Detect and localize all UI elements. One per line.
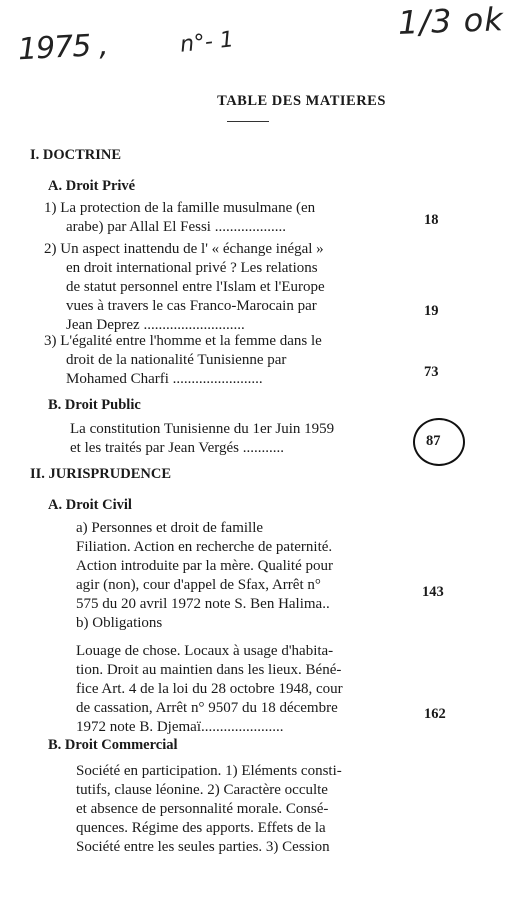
- entry-line: 3) L'égalité entre l'homme et la femme dans le: [44, 333, 322, 349]
- subsection-droit-commercial: B. Droit Commercial: [48, 737, 178, 753]
- handwritten-year: 1975 ,: [17, 27, 109, 68]
- entry-line: Société entre les seules parties. 3) Cession: [76, 839, 330, 855]
- entry-line: agir (non), cour d'appel de Sfax, Arrêt n°: [76, 577, 321, 593]
- section-jurisprudence: II. JURISPRUDENCE: [30, 466, 171, 482]
- page-number: 18: [424, 212, 439, 228]
- handwritten-number: n°- 1: [178, 27, 236, 58]
- page-number: 162: [424, 706, 446, 722]
- entry-line: b) Obligations: [76, 615, 163, 631]
- entry-line: tion. Droit au maintien dans les lieux. Béné-: [76, 662, 342, 678]
- entry-line: de cassation, Arrêt n° 9507 du 18 décembre: [76, 700, 338, 716]
- page-number: 87: [426, 433, 441, 449]
- entry-line: Mohamed Charfi ........................: [66, 371, 263, 387]
- page-number: 19: [424, 303, 439, 319]
- entry-line: Action introduite par la mère. Qualité pour: [76, 558, 333, 574]
- toc-entry-1: [44, 199, 315, 237]
- entry-line: arabe) par Allal El Fessi ...................: [66, 219, 286, 235]
- entry-line: 575 du 20 avril 1972 note S. Ben Halima..: [76, 596, 330, 612]
- entry-line: La constitution Tunisienne du 1er Juin 1959: [70, 421, 335, 437]
- entry-line: de statut personnel entre l'Islam et l'Europe: [66, 279, 325, 295]
- entry-line: tutifs, clause léonine. 2) Caractère occulte: [76, 782, 328, 798]
- entry-line: et les traités par Jean Vergés ...........: [70, 440, 284, 456]
- subsection-droit-public: B. Droit Public: [48, 397, 141, 413]
- entry-line: Louage de chose. Locaux à usage d'habita-: [76, 643, 334, 659]
- entry-line: Jean Deprez ...........................: [66, 317, 245, 333]
- handwritten-status: 1/3 ok: [397, 0, 505, 42]
- entry-line: Filiation. Action en recherche de paternité.: [76, 539, 333, 555]
- entry-line: Société en participation. 1) Eléments consti-: [76, 763, 342, 779]
- entry-line: 1) La protection de la famille musulmane (en: [44, 200, 316, 216]
- toc-entry-5: [76, 519, 333, 614]
- entry-line: droit de la nationalité Tunisienne par: [66, 352, 287, 368]
- entry-line: et absence de personnalité morale. Consé-: [76, 801, 329, 817]
- title-underline: [227, 121, 269, 122]
- entry-line: a) Personnes et droit de famille: [76, 520, 264, 536]
- toc-entry-8: [76, 762, 342, 857]
- entry-line: vues à travers le cas Franco-Marocain par: [66, 298, 317, 314]
- toc-entry-2: [44, 240, 325, 335]
- entry-line: quences. Régime des apports. Effets de la: [76, 820, 326, 836]
- toc-entry-6: [76, 614, 162, 633]
- toc-entry-4: [70, 420, 334, 458]
- entry-line: 1972 note B. Djemaï......................: [76, 719, 284, 735]
- page-number: 73: [424, 364, 439, 380]
- entry-line: fice Art. 4 de la loi du 28 octobre 1948, cour: [76, 681, 343, 697]
- section-doctrine: I. DOCTRINE: [30, 147, 122, 163]
- toc-entry-7: [76, 642, 343, 737]
- toc-entry-3: [44, 332, 322, 389]
- page-number: 143: [422, 584, 444, 600]
- page-title: TABLE DES MATIERES: [217, 93, 386, 109]
- subsection-droit-civil: A. Droit Civil: [48, 497, 132, 513]
- entry-line: en droit international privé ? Les relations: [66, 260, 318, 276]
- entry-line: 2) Un aspect inattendu de l' « échange inégal »: [44, 241, 324, 257]
- subsection-droit-prive: A. Droit Privé: [48, 178, 136, 194]
